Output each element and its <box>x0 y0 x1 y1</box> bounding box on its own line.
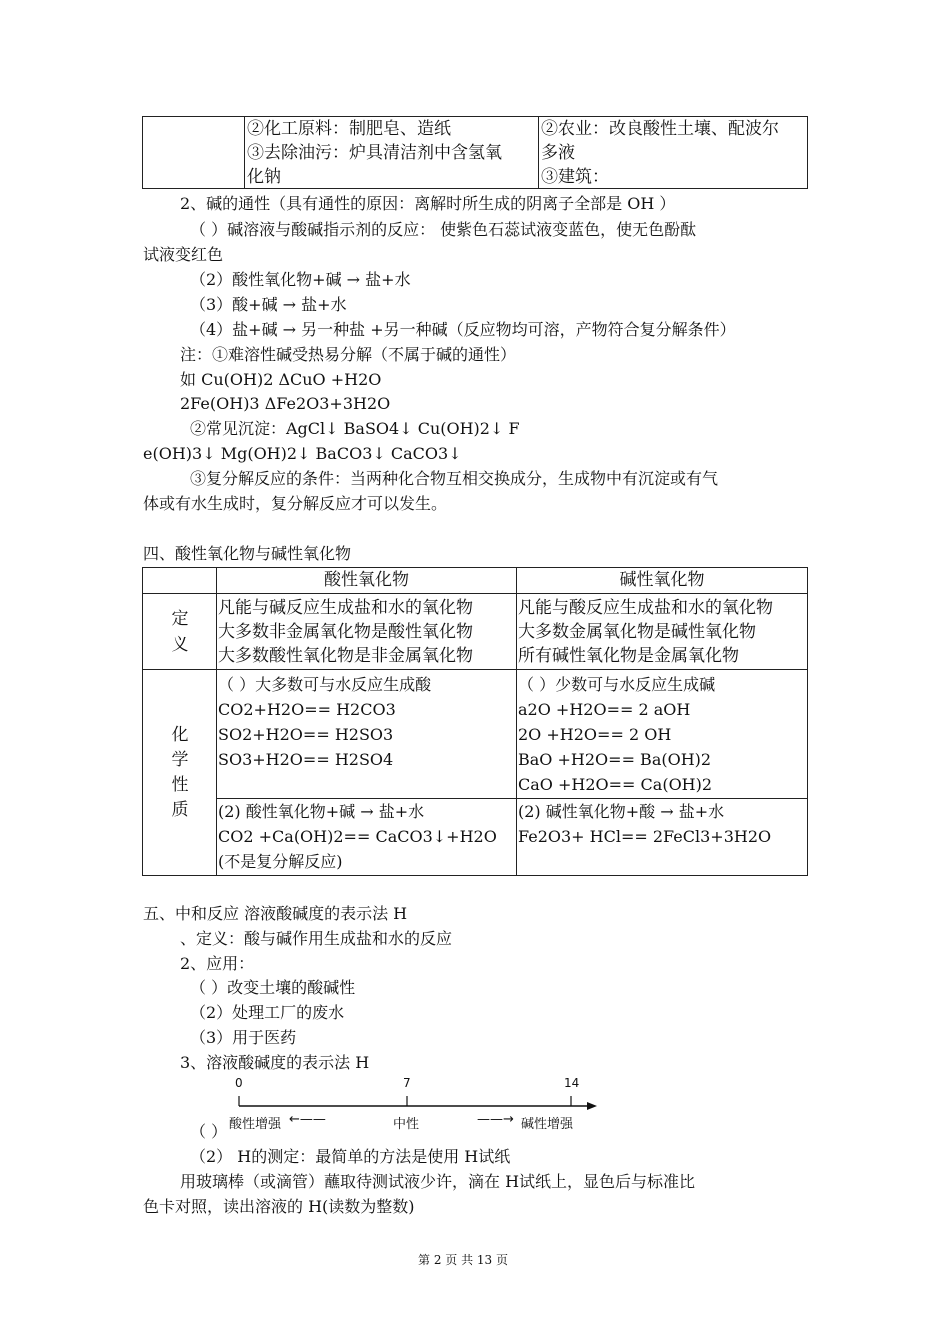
chem-acid-top-line: SO2+H2O== H2SO3 <box>218 725 394 744</box>
chem-acid-bottom-line: (不是复分解反应) <box>218 852 343 871</box>
chem-base-bottom-line: Fe2O3+ HCl== 2FeCl3+3H2O <box>518 827 772 846</box>
ph-label-basic: 碱性增强 <box>521 1113 573 1132</box>
text-line: 体或有水生成时，复分解反应才可以发生。 <box>143 494 448 513</box>
text-line: （2）处理工厂的废水 <box>190 1003 345 1022</box>
ph-tick-label-0: 0 <box>235 1076 243 1090</box>
text-line: ③复分解反应的条件：当两种化合物互相交换成分，生成物中有沉淀或有气 <box>190 469 719 488</box>
text-line: 用玻璃棒（或滴管）蘸取待测试液少许，滴在 H试纸上，显色后与标准比 <box>180 1172 696 1191</box>
chem-label-char: 性 <box>171 775 189 795</box>
definition-base-line: 凡能与酸反应生成盐和水的氧化物 <box>518 598 773 618</box>
chem-base-top-line: CaO +H2O== Ca(OH)2 <box>518 775 713 794</box>
chem-label-char: 学 <box>171 750 189 770</box>
oxides-table-header-acid <box>216 567 517 594</box>
chem-base-top-line: （ ）少数可与水反应生成碱 <box>518 675 716 694</box>
text-line: （3）用于医药 <box>190 1028 297 1047</box>
text-line: e(OH)3↓ Mg(OH)2↓ BaCO3↓ CaCO3↓ <box>143 444 462 463</box>
text-line: （ ） <box>190 1122 228 1141</box>
text-line: 五、中和反应 溶液酸碱度的表示法 H <box>143 904 408 923</box>
chem-base-top-line: BaO +H2O== Ba(OH)2 <box>518 750 712 769</box>
chem-acid-bottom-line: CO2 +Ca(OH)2== CaCO3↓+H2O <box>218 827 497 846</box>
text-line: 3、溶液酸碱度的表示法 H <box>180 1053 370 1072</box>
top-table-middle-line-1: ②化工原料：制肥皂、造纸 <box>247 119 451 139</box>
chem-label-char: 质 <box>171 800 189 820</box>
definition-label-char: 义 <box>171 635 189 655</box>
section-title-oxides: 四、酸性氧化物与碱性氧化物 <box>143 544 352 563</box>
text-line: ②常见沉淀：AgCl↓ BaSO4↓ Cu(OH)2↓ F <box>190 419 520 438</box>
ph-right-arrow-icon: ——→ <box>477 1112 514 1127</box>
chem-base-bottom-line: (2) 碱性氧化物+酸 → 盐+水 <box>518 802 725 821</box>
top-table-cell-left <box>142 116 245 189</box>
header-acid-label: 酸性氧化物 <box>324 570 409 590</box>
text-line: 试液变红色 <box>143 245 224 264</box>
top-table-right-line-2: 多液 <box>541 143 575 163</box>
definition-base-line: 所有碱性氧化物是金属氧化物 <box>518 646 739 666</box>
chem-base-top-line: 2O +H2O== 2 OH <box>518 725 672 744</box>
top-table-right-line-3: ③建筑： <box>541 167 609 187</box>
text-line: （ ）改变土壤的酸碱性 <box>190 978 356 997</box>
text-line: 、定义：酸与碱作用生成盐和水的反应 <box>180 929 453 948</box>
top-table-right-line-1: ②农业：改良酸性土壤、配波尔 <box>541 119 779 139</box>
ph-label-acidic: 酸性增强 <box>229 1113 281 1132</box>
top-table-middle-line-2: ③去除油污：炉具清洁剂中含氢氧 <box>247 143 502 163</box>
chem-acid-top-line: （ ）大多数可与水反应生成酸 <box>218 675 432 694</box>
oxides-table-corner-cell <box>142 567 217 594</box>
chem-label-char: 化 <box>171 725 189 745</box>
text-line: （2）酸性氧化物+碱 → 盐+水 <box>190 270 411 289</box>
text-line: （ ）碱溶液与酸碱指示剂的反应： 使紫色石蕊试液变蓝色，使无色酚酞 <box>190 220 697 239</box>
text-line: 如 Cu(OH)2 ΔCuO +H2O <box>180 370 382 389</box>
text-line: （4）盐+碱 → 另一种盐 +另一种碱（反应物均可溶，产物符合复分解条件） <box>190 320 736 339</box>
text-line: 注：①难溶性碱受热易分解（不属于碱的通性） <box>180 345 517 364</box>
ph-tick-label-7: 7 <box>403 1076 411 1090</box>
page-footer: 第 2 页 共 13 页 <box>418 1253 508 1267</box>
ph-label-neutral: 中性 <box>393 1113 419 1132</box>
chem-acid-bottom-line: (2) 酸性氧化物+碱 → 盐+水 <box>218 802 425 821</box>
text-line: 色卡对照，读出溶液的 H(读数为整数) <box>143 1197 415 1216</box>
definition-base-line: 大多数金属氧化物是碱性氧化物 <box>518 622 756 642</box>
ph-left-arrow-icon: ←—— <box>289 1112 326 1127</box>
header-base-label: 碱性氧化物 <box>619 570 705 590</box>
ph-tick-label-14: 14 <box>564 1076 580 1090</box>
text-line: 2Fe(OH)3 ΔFe2O3+3H2O <box>180 394 391 413</box>
definition-acid-line: 凡能与碱反应生成盐和水的氧化物 <box>218 598 473 618</box>
definition-label-char: 定 <box>171 609 189 629</box>
text-line: （2） H的测定：最简单的方法是使用 H试纸 <box>190 1147 511 1166</box>
text-line: 2、应用： <box>180 954 255 973</box>
chem-acid-top-line: CO2+H2O== H2CO3 <box>218 700 396 719</box>
text-line: 2、碱的通性（具有通性的原因：离解时所生成的阴离子全部是 OH ） <box>180 194 676 213</box>
definition-acid-line: 大多数酸性氧化物是非金属氧化物 <box>218 646 473 666</box>
chem-base-top-line: a2O +H2O== 2 aOH <box>518 700 691 719</box>
text-line: （3）酸+碱 → 盐+水 <box>190 295 347 314</box>
oxides-table-header-base <box>516 567 808 594</box>
definition-acid-line: 大多数非金属氧化物是酸性氧化物 <box>218 622 473 642</box>
ph-scale <box>225 1076 605 1132</box>
chem-acid-top-line: SO3+H2O== H2SO4 <box>218 750 394 769</box>
top-table-middle-line-3: 化钠 <box>247 167 281 187</box>
